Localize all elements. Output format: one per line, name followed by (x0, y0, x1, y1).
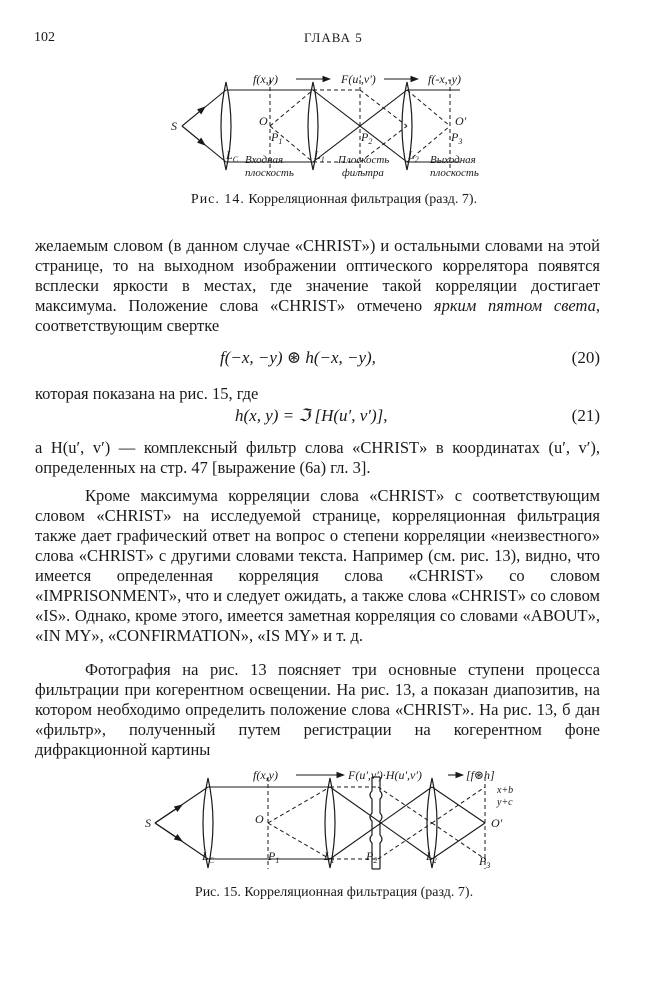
label-F-uv: F(u',v') (341, 72, 376, 86)
figure-14-caption: Рис. 14. Корреляционная фильтрация (разд. 7). (190, 192, 478, 207)
emphasis-bright-spot: ярким пятном света (433, 296, 596, 315)
label-source: S (171, 119, 177, 133)
label-filter-plane: Плоскость (338, 154, 390, 166)
svg-text:P3: $P_3$ (451, 130, 463, 146)
label-O-15: O (255, 812, 264, 826)
figure-15-diagram (0, 765, 668, 875)
figure-15 (0, 765, 668, 875)
paragraph-3: а H(u′, v′) — комплексный фильтр слова «CHRIST» в координатах (u′, v′), определенных на стр. 47 [выражение (6а) гл. 3]. (35, 438, 600, 477)
equation-21 (35, 406, 600, 428)
svg-text:P2: $P_2$ (366, 849, 378, 865)
svg-text:P1: $P_1$ (271, 130, 283, 146)
equation-21-number: (21) (571, 406, 600, 425)
equation-20 (35, 348, 600, 370)
svg-text:L2: $L_2$ (426, 849, 437, 865)
svg-text:P2: $P_2$ (361, 130, 373, 146)
svg-text:плоскость: плоскость (430, 167, 479, 179)
label-yc: y+c (497, 797, 513, 808)
figure-14-diagram (0, 70, 668, 185)
svg-text:плоскость: плоскость (245, 167, 294, 179)
paragraph-2: которая показана на рис. 15, где (35, 384, 259, 403)
equation-21-formula: h(x, y) = ℑ [H(u′, v′)], (235, 406, 388, 425)
label-source-15: S (145, 816, 151, 830)
paragraph-4: Кроме максимума корреляции слова «CHRIST» с соответствующим словом «CHRIST» на исследуемой странице, корреляционная фильтрация также дает графический ответ на вопрос о степени корреляции «неизвестного» слова «CHRIST» с другими словами текста. Например (см. рис. 13), видно, что имеется определенная корреляция слова «CHRIST» со словом «IMPRISONMENT», что и следует ожидать, а также слова «CHRIST» со словом «IS». Однако, кроме этого, имеется заметная корреляция со словами «ABOUT», «IN MY», «CONFIRMATION», «IS MY» и т. д. (35, 486, 600, 645)
paragraph-5: Фотография на рис. 13 поясняет три основные ступени процесса фильтрации при когерентном освещении. На рис. 13, а показан диапозитив, на котором необходимо определить положение слова «CHRIST». На рис. 13, б дан «фильтр», полученный путем регистрации на когерентном фоне дифракционной картины (35, 660, 600, 759)
label-f-xy: f(x,y) (253, 72, 278, 86)
chapter-title: ГЛАВА 5 (304, 30, 363, 45)
equation-20-formula: f(−x, −y) ⊛ h(−x, −y), (220, 348, 376, 367)
label-O: O (259, 114, 268, 128)
svg-text:L1: $L_1$ (324, 849, 335, 865)
label-product: F(u',v')·H(u',v') (348, 768, 422, 782)
svg-text:P3: $P_3$ (479, 854, 491, 870)
page-header (34, 30, 634, 50)
label-f-xy-15: f(x,y) (253, 768, 278, 782)
equation-20-number: (20) (571, 348, 600, 367)
figure-14 (0, 70, 668, 185)
svg-text:L1: $L_1$ (314, 148, 325, 164)
paragraph-1: желаемым словом (в данном случае «CHRIST») и остальными словами на этой странице, то на выходном изображении оптического коррелятора появятся всплески яркости в местах, где значение такой корреляции достигает максимума. Положение слова «CHRIST» отмечено ярким пятном света, соответствующим свертке (35, 236, 600, 335)
label-output-plane: Выходная (430, 154, 476, 166)
label-O-prime: O' (455, 114, 467, 128)
label-conv: [f⊛h] (466, 768, 495, 782)
page-number: 102 (34, 30, 55, 45)
label-input-plane: Входная (245, 154, 284, 166)
label-xb: x+b (497, 785, 514, 796)
figure-15-caption: Рис. 15. Корреляционная фильтрация (разд. 7). (194, 885, 474, 900)
svg-text:LC: $L_C$ (226, 148, 239, 164)
label-f-neg: f(-x,-y) (428, 72, 461, 86)
label-O-prime-15: O' (491, 816, 503, 830)
svg-text:LC: $L_C$ (202, 849, 215, 865)
svg-text:фильтра: фильтра (342, 167, 384, 179)
svg-text:L2: $L_2$ (408, 148, 419, 164)
svg-text:P1: $P_1$ (268, 849, 280, 865)
